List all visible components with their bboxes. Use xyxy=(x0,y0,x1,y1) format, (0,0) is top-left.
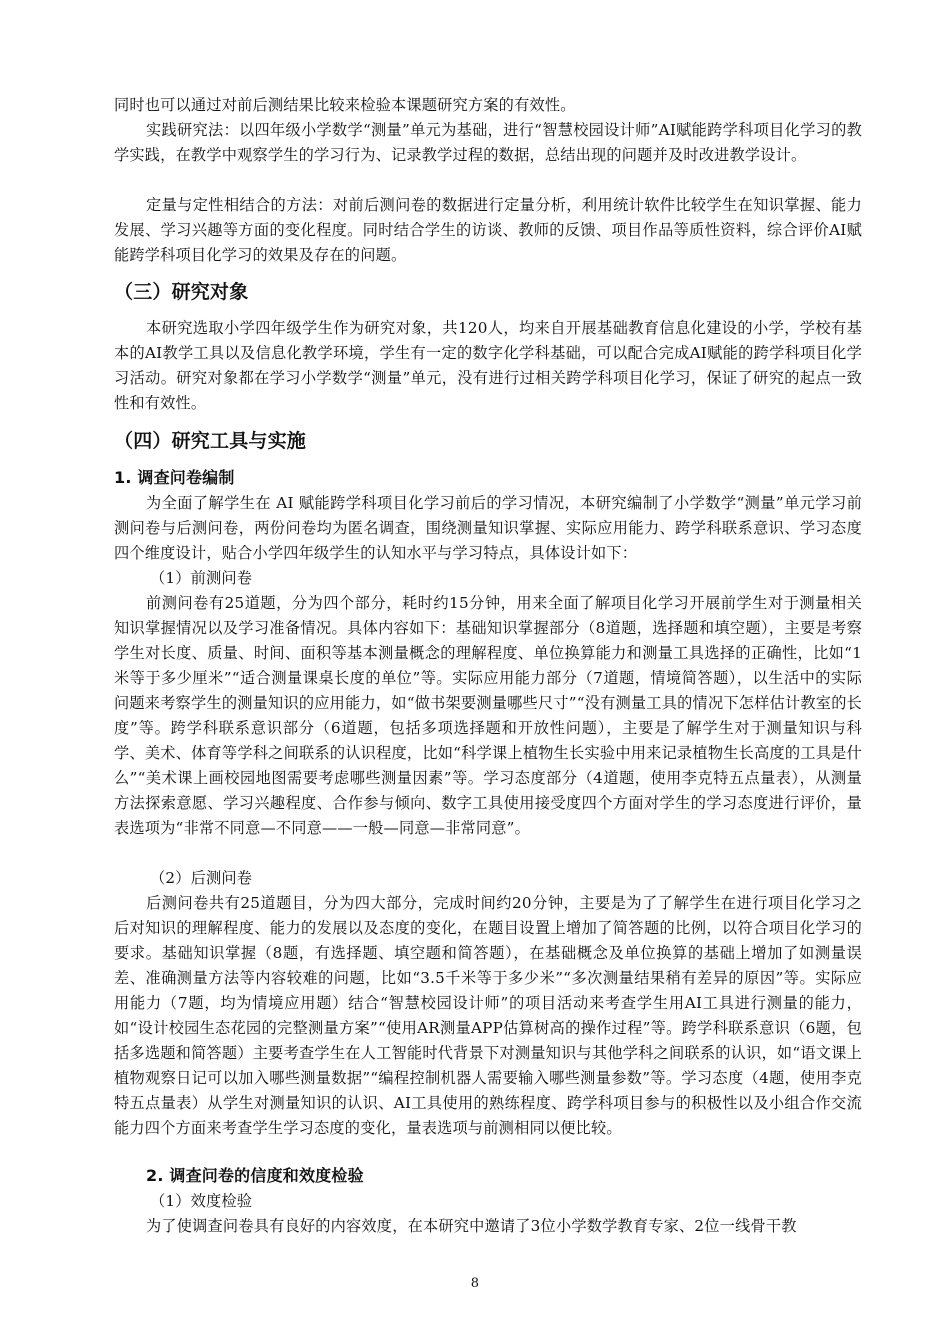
paragraph-research-subjects: 本研究选取小学四年级学生作为研究对象，共120人，均来自开展基础教育信息化建设的小学，学校有基本的AI教学工具以及信息化教学环境，学生有一定的数字化学科基础，可以配合完成AI赋能的跨学科项目化学习活动。研究对象都在学习小学数学“测量”单元，没有进行过相关跨学科项目化学习，保证了研究的起点一致性和有效性。 xyxy=(114,319,862,412)
paragraph-pretest: 前测问卷有25道题，分为四个部分，耗时约15分钟，用来全面了解项目化学习开展前学生对于测量相关知识掌握情况以及学习准备情况。具体内容如下：基础知识掌握部分（8道题，选择题和填空题），主要是考察学生对长度、质量、时间、面积等基本测量概念的理解程度、单位换算能力和测量工具选择的正确性，比如“1米等于多少厘米”“适合测量课桌长度的单位”等。实际应用能力部分（7道题，情境简答题），以生活中的实际问题来考察学生的测量知识的应用能力，如“做书架要测量哪些尺寸”“没有测量工具的情况下怎样估计教室的长度”等。跨学科联系意识部分（6道题，包括多项选择题和开放性问题），主要是了解学生对于测量知识与科学、美术、体育等学科之间联系的认识程度，比如“科学课上植物生长实验中用来记录植物生长高度的工具是什么”“美术课上画校园地图需要考虑哪些测量因素”等。学习态度部分（4道题，使用李克特五点量表），从测量方法探索意愿、学习兴趣程度、合作参与倾向、数字工具使用接受度四个方面对学生的学习态度进行评价，量表选项为“非常不同意—不同意——一般—同意—非常同意”。 xyxy=(114,594,862,837)
item-heading-validity: （1）效度检验 xyxy=(150,1192,253,1210)
paragraph-validation-note: 同时也可以通过对前后测结果比较来检验本课题研究方案的有效性。 xyxy=(114,96,576,114)
section-heading-tools-implementation: （四）研究工具与实施 xyxy=(114,430,307,452)
paragraph-practice-method: 实践研究法：以四年级小学数学“测量”单元为基础，进行“智慧校园设计师”AI赋能跨学科项目化学习的教学实践，在教学中观察学生的学习行为、记录教学过程的数据，总结出现的问题并及时改进教学设计。 xyxy=(114,121,862,164)
subsection-heading-reliability-validity: 2. 调查问卷的信度和效度检验 xyxy=(146,1166,364,1185)
paragraph-posttest: 后测问卷共有25道题目，分为四大部分，完成时间约20分钟，主要是为了了解学生在进行项目化学习之后对知识的理解程度、能力的发展以及态度的变化，在题目设置上增加了简答题的比例，以符合项目化学习的要求。基础知识掌握（8题，有选择题、填空题和简答题），在基础概念及单位换算的基础上增加了如测量误差、准确测量方法等内容较难的问题，比如“3.5千米等于多少米”“多次测量结果稍有差异的原因”等。实际应用能力（7题，均为情境应用题）结合“智慧校园设计师”的项目活动来考查学生用AI工具进行测量的能力，如“设计校园生态花园的完整测量方案”“使用AR测量APP估算树高的操作过程”等。跨学科联系意识（6题，包括多选题和简答题）主要考查学生在人工智能时代背景下对测量知识与其他学科之间联系的认识，如“语文课上植物观察日记可以加入哪些测量数据”“编程控制机器人需要输入哪些测量参数”等。学习态度（4题，使用李克特五点量表）从学生对测量知识的认识、AI工具使用的熟练程度、跨学科项目参与的积极性以及小组合作交流能力四个方面来考查学生学习态度的变化，量表选项与前测相同以便比较。 xyxy=(114,894,862,1137)
subsection-heading-questionnaire-design: 1. 调查问卷编制 xyxy=(114,468,235,487)
paragraph-validity: 为了使调查问卷具有良好的内容效度，在本研究中邀请了3位小学数学教育专家、2位一线骨干教 xyxy=(146,1217,797,1235)
paragraph-questionnaire-intro: 为全面了解学生在 AI 赋能跨学科项目化学习前后的学习情况，本研究编制了小学数学“测量”单元学习前测问卷与后测问卷，两份问卷均为匿名调查，围绕测量知识掌握、实际应用能力、跨学科联系意识、学习态度四个维度设计，贴合小学四年级学生的认知水平与学习特点，具体设计如下： xyxy=(114,494,862,562)
page-number: 8 xyxy=(470,1276,480,1291)
paragraph-mixed-method: 定量与定性相结合的方法：对前后测问卷的数据进行定量分析，利用统计软件比较学生在知识掌握、能力发展、学习兴趣等方面的变化程度。同时结合学生的访谈、教师的反馈、项目作品等质性资料，综合评价AI赋能跨学科项目化学习的效果及存在的问题。 xyxy=(114,196,862,264)
item-heading-pretest: （1）前测问卷 xyxy=(150,569,253,587)
section-heading-research-subjects: （三）研究对象 xyxy=(114,281,249,303)
item-heading-posttest: （2）后测问卷 xyxy=(150,869,253,887)
